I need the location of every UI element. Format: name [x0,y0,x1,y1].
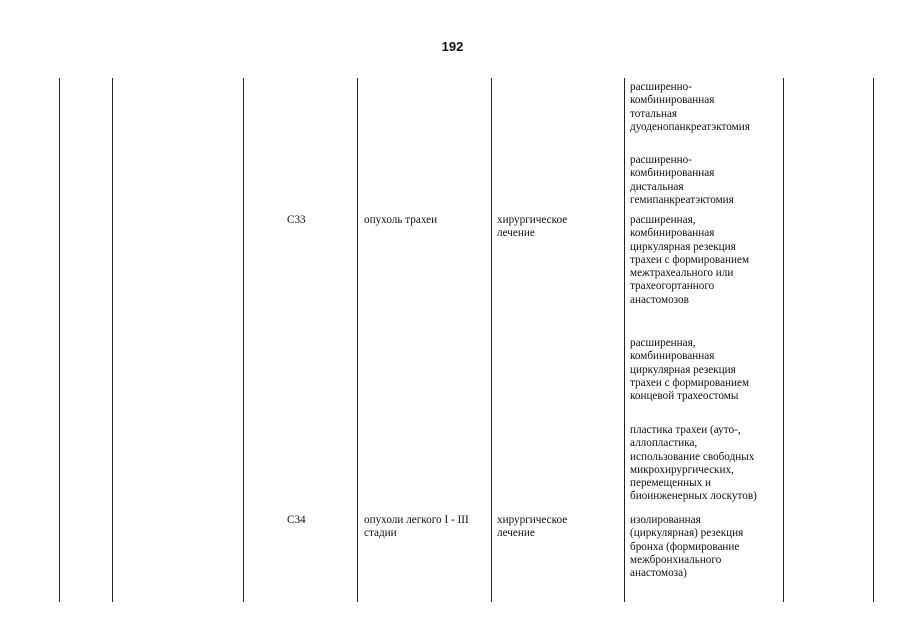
table-line [59,78,60,602]
icd-code: C33 [287,214,306,226]
table-line [112,78,113,602]
method-text: изолированная (циркулярная) резекция бронха (формирование межбронхиального анастомоза) [630,514,744,580]
treatment-type: хирургическое лечение [497,214,568,240]
diagnosis-text: опухоли легкого I - III стадии [364,514,469,540]
table-line [243,78,244,602]
method-text: пластика трахеи (ауто-, аллопластика, использование свободных микрохирургических, перемещенных и биоинженерных лоскутов) [630,424,757,503]
diagnosis-text: опухоль трахеи [364,214,438,226]
table-line [783,78,784,602]
table-line [873,78,874,602]
table-line [624,78,625,602]
method-text: расширенная, комбинированная циркулярная резекция трахеи с формированием концевой трахеостомы [630,337,750,403]
page-number: 192 [441,39,464,54]
icd-code: C34 [287,514,306,526]
table-line [491,78,492,602]
method-text: расширенная, комбинированная циркулярная резекция трахеи с формированием межтрахеального или трахеогортанного анастомозов [630,214,750,306]
method-text: расширенно- комбинированная тотальная дуоденопанкреатэктомия [630,81,750,133]
method-text: расширенно- комбинированная дистальная гемипанкреатэктомия [630,154,734,206]
treatment-type: хирургическое лечение [497,514,568,540]
table-line [357,78,358,602]
